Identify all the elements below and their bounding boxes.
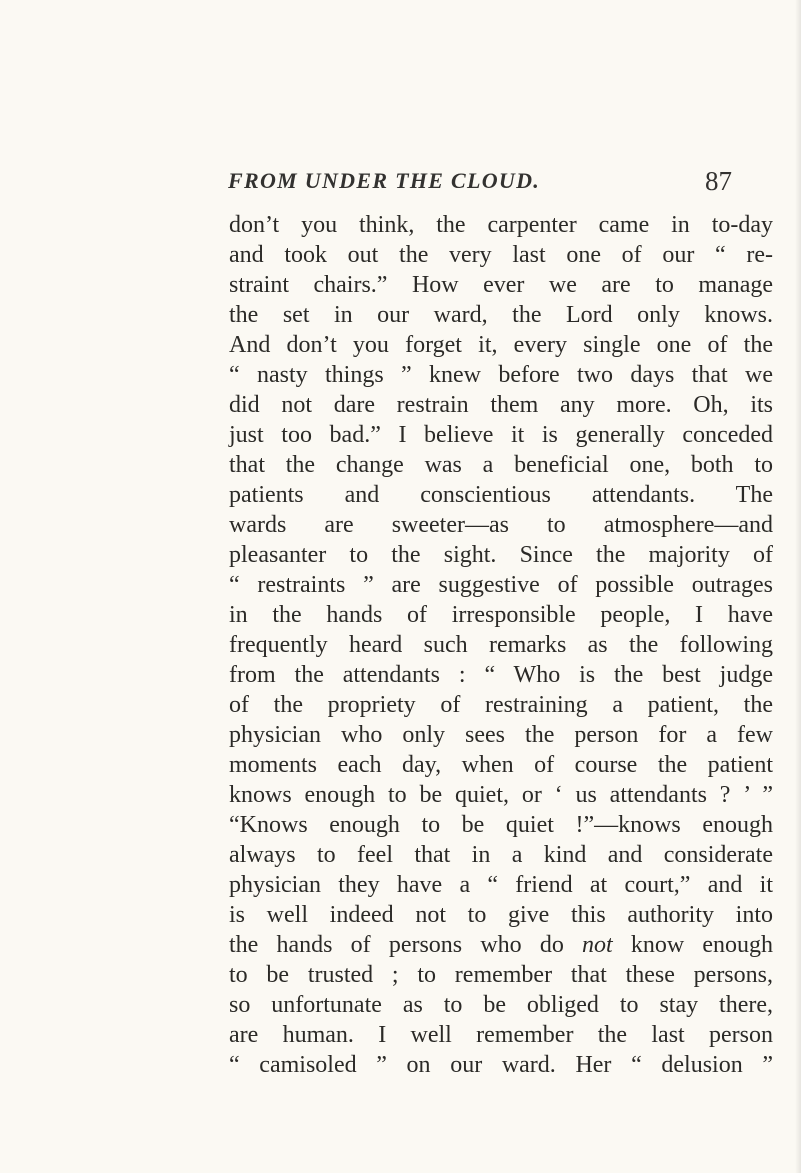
page-edge-shadow xyxy=(795,0,801,1173)
text-line: moments each day, when of course the patient xyxy=(229,752,773,778)
text-line: “ nasty things ” knew before two days that we xyxy=(229,362,773,388)
text-segment: the hands of persons who do xyxy=(229,932,564,958)
text-line: frequently heard such remarks as the following xyxy=(229,632,773,658)
page-number: 87 xyxy=(705,166,732,196)
text-line: pleasanter to the sight. Since the majority of xyxy=(229,542,773,568)
text-line: straint chairs.” How ever we are to manage xyxy=(229,272,773,298)
text-line: And don’t you forget it, every single one of the xyxy=(229,332,773,358)
text-line: from the attendants : “ Who is the best judge xyxy=(229,662,773,688)
text-line: knows enough to be quiet, or ‘ us attendants ? ’ ” xyxy=(229,782,773,808)
text-line: in the hands of irresponsible people, I have xyxy=(229,602,773,628)
text-line: physician they have a “ friend at court,” and it xyxy=(229,872,773,898)
text-line xyxy=(229,930,773,960)
text-line: is well indeed not to give this authority into xyxy=(229,902,773,928)
running-title: FROM UNDER THE CLOUD. xyxy=(228,168,541,193)
text-line: to be trusted ; to remember that these persons, xyxy=(229,962,773,988)
text-line: patients and conscientious attendants. The xyxy=(229,482,773,508)
text-line: so unfortunate as to be obliged to stay there, xyxy=(229,992,773,1018)
text-line: wards are sweeter—as to atmosphere—and xyxy=(229,512,773,538)
text-line: always to feel that in a kind and considerate xyxy=(229,842,773,868)
body-text xyxy=(229,210,773,1080)
text-line: “ restraints ” are suggestive of possible outrages xyxy=(229,572,773,598)
text-line: that the change was a beneficial one, both to xyxy=(229,452,773,478)
text-line: “ camisoled ” on our ward. Her “ delusion ” xyxy=(229,1052,773,1078)
text-segment: know enough xyxy=(630,932,773,958)
text-line: of the propriety of restraining a patient, the xyxy=(229,692,773,718)
text-line: physician who only sees the person for a few xyxy=(229,722,773,748)
emphasis-not: not xyxy=(582,932,613,958)
text-line: did not dare restrain them any more. Oh, its xyxy=(229,392,773,418)
text-line: and took out the very last one of our “ re- xyxy=(229,242,773,268)
text-line: just too bad.” I believe it is generally conceded xyxy=(229,422,773,448)
running-head xyxy=(228,168,788,200)
text-line: are human. I well remember the last person xyxy=(229,1022,773,1048)
text-line: the set in our ward, the Lord only knows. xyxy=(229,302,773,328)
text-line: “Knows enough to be quiet !”—knows enough xyxy=(229,812,773,838)
text-line: don’t you think, the carpenter came in to-day xyxy=(229,212,773,238)
